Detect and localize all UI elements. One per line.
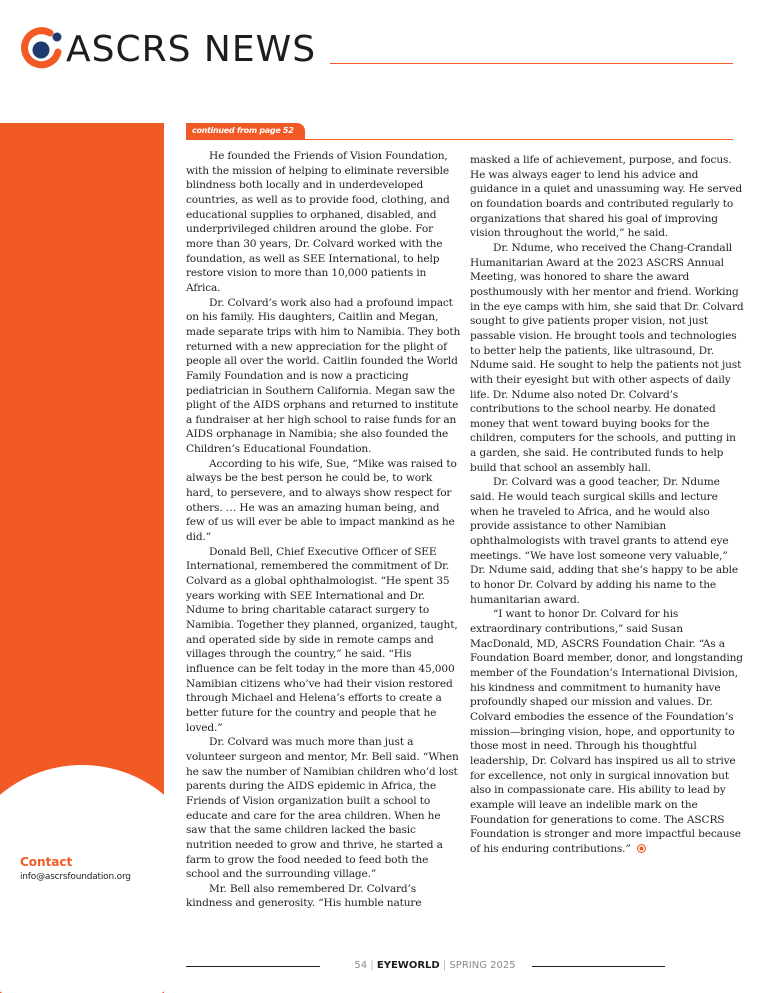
article-column-left [186, 149, 461, 911]
footer-divider-left [186, 966, 320, 967]
article-paragraph: Dr. Colvard was much more than just a volunteer surgeon and mentor, Mr. Bell said. “When he saw the number of Namibian children who’d lost parents during the AIDS epidemic in Africa, the Friends of Vision organization built a school to educate and care for the area children. When he saw that the same children lacked the basic nutrition needed to grow and thrive, he started a farm to grow the food needed to feed both the school and the surrounding village.” [186, 736, 459, 881]
contact-block [20, 854, 131, 884]
footer-divider-right [532, 966, 665, 967]
continued-divider [186, 139, 733, 140]
article-paragraph-text: “I want to honor Dr. Colvard for his extraordinary contributions,” said Susan MacDonald, MD, ASCRS Foundation Chair. “As a Foundation Board member, donor, and longstanding member of the Foundation’s International Division, his kindness and commitment to humanity have profoundly shaped our mission and values. Dr. Colvard embodies the essence of the Foundation’s mission—bringing vision, hope, and opportunity to those most in need. Through his thoughtful leadership, Dr. Colvard has inspired us all to strive for excellence, not only in surgical innovation but also in compassionate care. His ability to lead by example will leave an indelible mark on the Foundation for generations to come. The ASCRS Foundation is stronger and more impactful because of his enduring contributions.” [470, 608, 743, 855]
footer-separator: | [370, 960, 374, 971]
article-paragraph: He founded the Friends of Vision Foundation, with the mission of helping to eliminate reversible blindness both locally and in underdeveloped countries, as well as to provide food, clothing, and educational supplies to orphaned, disabled, and underprivileged children around the globe. For more than 30 years, Dr. Colvard worked with the foundation, as well as SEE International, to help restore vision to more than 10,000 patients in Africa. [186, 150, 450, 294]
ascrs-logo-icon [20, 24, 72, 70]
article-paragraph: masked a life of achievement, purpose, and focus. He was always eager to lend his advice and guidance in a quiet and unassuming way. He served on foundation boards and contributed regularly to organizations that shared his goal of improving vision throughout the world,” he said. [470, 154, 743, 240]
article-paragraph-final [470, 607, 745, 856]
article-paragraph: Dr. Colvard’s work also had a profound impact on his family. His daughters, Caitlin and Megan, made separate trips with him to Namibia. They both returned with a new appreciation for the plight of people all over the world. Caitlin founded the World Family Foundation and is now a practicing pediatrician in Southern California. Megan saw the plight of the AIDS orphans and returned to institute a fundraiser at her high school to raise funds for an AIDS orphanage in Namibia; she also founded the Children’s Educational Foundation. [186, 296, 461, 456]
contact-title: Contact [20, 855, 73, 869]
end-of-article-icon [637, 844, 646, 853]
article-paragraph: According to his wife, Sue, “Mike was raised to always be the best person he could be, to work hard, to persevere, and to always show respect for others. … He was an amazing human being, and few of us will ever be able to impact mankind as he did.” [186, 457, 457, 544]
issue-label: SPRING 2025 [449, 960, 516, 971]
footer-separator: | [442, 960, 447, 971]
page-number: 54 [354, 960, 368, 971]
contact-email-link[interactable]: info@ascrsfoundation.org [20, 872, 131, 882]
page-footer [345, 958, 525, 974]
publication-name: EYEWORLD [376, 960, 440, 971]
article-paragraph: Dr. Ndume, who received the Chang-Crandall Humanitarian Award at the 2023 ASCRS Annual Meeting, was honored to share the award posthumously with her mentor and friend. Working in the eye camps with him, she said that Dr. Colvard sought to give patients proper vision, not just passable vision. He brought tools and technologies to better help the patients, like ultrasound, Dr. Ndume said. He sought to help the patients not just with their eyesight but with other aspects of daily life. Dr. Ndume also noted Dr. Colvard’s contributions to the school nearby. He donated money that went toward buying books for the children, computers for the schools, and putting in a garden, she said. He contributed funds to help build that school an assembly hall. [470, 241, 744, 474]
continued-from-tab: continued from page 52 [186, 123, 305, 139]
article-paragraph: Mr. Bell also remembered Dr. Colvard’s kindness and generosity. “His humble nature [186, 882, 422, 910]
article-paragraph: Dr. Colvard was a good teacher, Dr. Ndume said. He would teach surgical skills and lecture when he traveled to Africa, and he would also provide assistance to other Namibian ophthalmologists with travel grants to attend eye meetings. “We have lost someone very valuable,” Dr. Ndume said, adding that she’s happy to be able to honor Dr. Colvard by adding his name to the humanitarian award. [470, 476, 739, 606]
article-column-right [470, 153, 745, 857]
masthead-divider [330, 63, 733, 64]
masthead-title: ASCRS NEWS [66, 29, 317, 70]
article-paragraph: Donald Bell, Chief Executive Officer of SEE International, remembered the commitment of Dr. Colvard as a global ophthalmologist. “He spent 35 years working with SEE International and Dr. Ndume to bring charitable cataract surgery to Namibia. Together they planned, organized, taught, and operated side by side in remote camps and villages through the country,” he said. “His influence can be felt today in the more than 45,000 Namibian citizens who’ve had their vision restored through Michael and Helena’s efforts to create a better future for the country and people that he loved.” [186, 545, 458, 734]
